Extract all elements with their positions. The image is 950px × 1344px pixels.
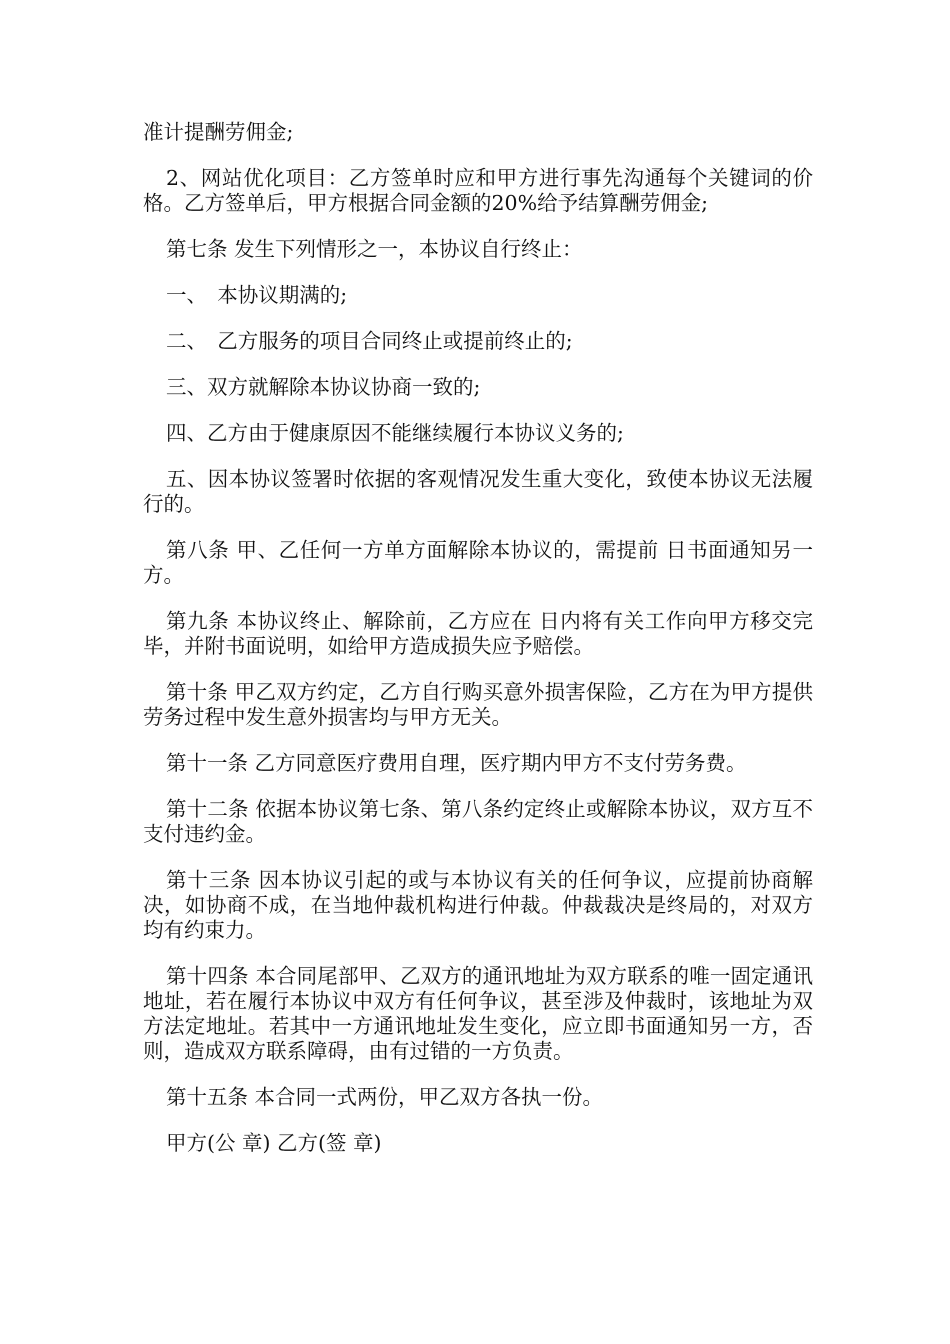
paragraph-article-7-item-4: 四、乙方由于健康原因不能继续履行本协议义务的; <box>166 421 624 445</box>
paragraph-article-9: 第九条 本协议终止、解除前，乙方应在 日内将有关工作向甲方移交完毕，并附书面说明，如给甲方造成损失应予赔偿。 <box>143 609 813 658</box>
paragraph-article-7-item-2: 二、 乙方服务的项目合同终止或提前终止的; <box>166 329 573 353</box>
paragraph-seo-project: 2、网站优化项目：乙方签单时应和甲方进行事先沟通每个关键词的价格。乙方签单后，甲方根据合同金额的20%给予结算酬劳佣金; <box>143 166 813 215</box>
paragraph-article-7-item-1: 一、 本协议期满的; <box>166 283 348 307</box>
paragraph-article-7: 第七条 发生下列情形之一，本协议自行终止： <box>166 237 583 261</box>
paragraph-article-7-item-3: 三、双方就解除本协议协商一致的; <box>166 375 481 399</box>
paragraph-article-10: 第十条 甲乙双方约定，乙方自行购买意外损害保险，乙方在为甲方提供劳务过程中发生意外损害均与甲方无关。 <box>143 680 813 729</box>
paragraph-article-14: 第十四条 本合同尾部甲、乙双方的通讯地址为双方联系的唯一固定通讯地址，若在履行本协议中双方有任何争议，甚至涉及仲裁时，该地址为双方法定地址。若其中一方通讯地址发生变化，应立即书面通知另一方，否则，造成双方联系障碍，由有过错的一方负责。 <box>143 964 813 1063</box>
paragraph-commission-continuation: 准计提酬劳佣金; <box>143 120 294 144</box>
paragraph-article-12: 第十二条 依据本协议第七条、第八条约定终止或解除本协议，双方互不支付违约金。 <box>143 797 813 846</box>
paragraph-article-15: 第十五条 本合同一式两份，甲乙双方各执一份。 <box>166 1085 604 1109</box>
paragraph-article-11: 第十一条 乙方同意医疗费用自理，医疗期内甲方不支付劳务费。 <box>166 751 747 775</box>
paragraph-article-8: 第八条 甲、乙任何一方单方面解除本协议的，需提前 日书面通知另一方。 <box>143 538 813 587</box>
paragraph-article-7-item-5: 五、因本协议签署时依据的客观情况发生重大变化，致使本协议无法履行的。 <box>143 467 813 516</box>
document-body <box>143 120 813 1156</box>
signature-line: 甲方(公 章) 乙方(签 章) <box>166 1131 382 1155</box>
paragraph-article-13: 第十三条 因本协议引起的或与本协议有关的任何争议，应提前协商解决，如协商不成，在当地仲裁机构进行仲裁。仲裁裁决是终局的，对双方均有约束力。 <box>143 868 813 942</box>
